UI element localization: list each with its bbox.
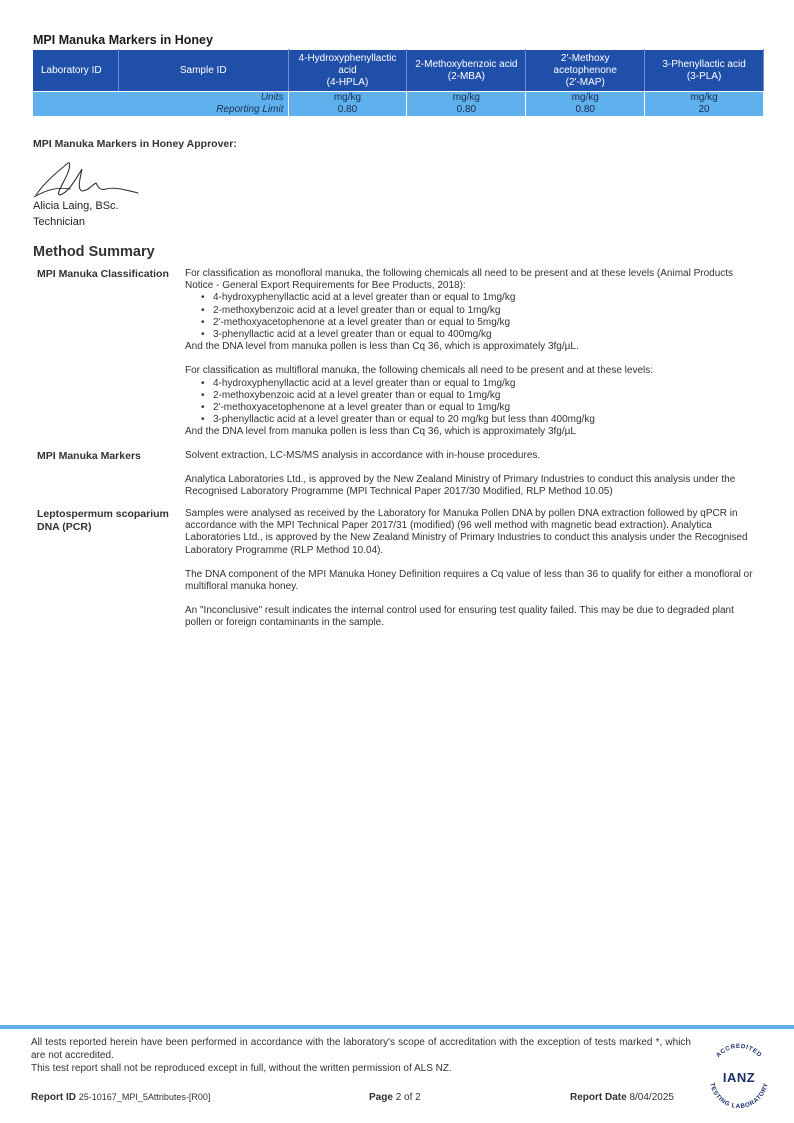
header-line: (4-HPLA) xyxy=(326,76,369,88)
header-4-hpla xyxy=(288,50,407,92)
pcr-body xyxy=(185,508,763,630)
markers-p2: Analytica Laboratories Ltd., is approved by the New Zealand Ministry of Primary Industries to conduct this analysis under the Recognised Laboratory Programme (MPI Technical Paper 2017/30 Modified, RLP Method 10.05) xyxy=(185,474,736,498)
units-cell-2-mba xyxy=(407,92,526,117)
signature-image xyxy=(30,155,145,203)
multi-dna: And the DNA level from manuka pollen is less than Cq 36, which is approximately 3fg/µL xyxy=(185,426,576,438)
reporting-limit-label: Reporting Limit xyxy=(216,104,284,115)
table-header-row xyxy=(33,50,764,92)
unit-value: mg/kg xyxy=(571,92,599,103)
reporting-limit-value: 0.80 xyxy=(337,104,358,115)
header-3-pla xyxy=(645,50,764,92)
pcr-p1: Samples were analysed as received by the Laboratory for Manuka Pollen DNA by pollen DNA extraction followed by qPCR in accordance with the MPI Technical Paper 2017/31 (modified) (96 well method with magnetic bead extraction). Analytica Laboratories Ltd., is approved by the New Zealand Ministry of Primary Industries to conduct this analysis under the Recognised Laboratory Programme (RLP Method 10.04). xyxy=(185,508,748,556)
markers-label: MPI Manuka Markers xyxy=(37,450,141,462)
report-date-label: Report Date xyxy=(570,1092,627,1103)
list-item: • 4-hydroxyphenyllactic acid at a level greater than or equal to 1mg/kg xyxy=(185,292,763,304)
pcr-p3: An "Inconclusive" result indicates the internal control used for ensuring test quality failed. This may be due to degraded plant pollen or foreign contaminants in the sample. xyxy=(185,605,734,629)
report-id-value: 25-10167_MPI_5Attributes-[R00] xyxy=(78,1092,211,1102)
svg-text:TESTING LABORATORY xyxy=(708,1082,770,1110)
units-row xyxy=(33,92,764,117)
list-item: • 2-methoxybenzoic acid at a level greater than or equal to 1mg/kg xyxy=(185,390,763,402)
svg-text:ACCREDITED xyxy=(715,1043,763,1059)
header-line: 3-Phenyllactic acid xyxy=(662,58,746,70)
reporting-limit-value: 0.80 xyxy=(575,104,595,115)
report-date-value: 8/04/2025 xyxy=(629,1092,674,1103)
footer-line1: All tests reported herein have been performed in accordance with the laboratory's scope of accreditation with the exception of tests marked *, which are not accredited. xyxy=(31,1037,691,1061)
header-line: (2-MBA) xyxy=(447,70,485,82)
unit-value: mg/kg xyxy=(452,92,480,103)
header-2-mba xyxy=(407,50,526,92)
pcr-label-line2: DNA (PCR) xyxy=(37,520,92,533)
header-line: (2'-MAP) xyxy=(565,76,605,88)
approver-role: Technician xyxy=(33,216,85,228)
ianz-accreditation-badge-icon xyxy=(704,1041,774,1111)
header-line: (3-PLA) xyxy=(686,70,722,82)
classification-label: MPI Manuka Classification xyxy=(37,268,169,280)
list-item: • 4-hydroxyphenyllactic acid at a level greater than or equal to 1mg/kg xyxy=(185,378,763,390)
list-item: • 2'-methoxyacetophenone at a level greater than or equal to 5mg/kg xyxy=(185,317,763,329)
header-line: 2'-Methoxy xyxy=(560,52,610,64)
list-item: • 2-methoxybenzoic acid at a level greater than or equal to 1mg/kg xyxy=(185,305,763,317)
unit-value: mg/kg xyxy=(690,92,718,103)
list-item: • 2'-methoxyacetophenone at a level greater than or equal to 1mg/kg xyxy=(185,402,763,414)
header-2-map xyxy=(526,50,645,92)
header-line: 2-Methoxybenzoic acid xyxy=(415,58,518,70)
badge-bottom-text: TESTING LABORATORY xyxy=(708,1082,770,1111)
mono-list xyxy=(185,292,763,341)
units-label: Units xyxy=(260,92,284,103)
header-line: acid xyxy=(338,64,357,76)
markers-p1: Solvent extraction, LC-MS/MS analysis in accordance with in-house procedures. xyxy=(185,450,541,461)
header-sample-id: Sample ID xyxy=(118,50,288,92)
method-summary-heading: Method Summary xyxy=(33,244,155,260)
footer-disclaimer xyxy=(31,1036,691,1075)
list-item: • 3-phenyllactic acid at a level greater than or equal to 400mg/kg xyxy=(185,329,763,341)
units-cell-4-hpla xyxy=(288,92,407,117)
multi-list xyxy=(185,378,763,427)
approver-name: Alicia Laing, BSc. xyxy=(33,200,119,212)
badge-logo-text: IANZ xyxy=(722,1070,756,1085)
markers-body xyxy=(185,450,763,499)
report-id xyxy=(31,1092,210,1103)
footer-line2: This test report shall not be reproduced except in full, without the written permission of ALS NZ. xyxy=(31,1063,452,1074)
approver-title: MPI Manuka Markers in Honey Approver: xyxy=(33,138,237,150)
multi-intro: For classification as multifloral manuka, the following chemicals all need to be present and at these levels: xyxy=(185,365,654,377)
mono-intro: For classification as monofloral manuka, the following chemicals all need to be present and at these levels (Animal Products Notice - General Export Requirements for Bee Products, 2018): xyxy=(185,268,734,292)
pcr-p2: The DNA component of the MPI Manuka Honey Definition requires a Cq value of less than 36 to qualify for either a monofloral or multifloral manuka honey. xyxy=(185,568,753,593)
footer-divider xyxy=(0,1025,794,1029)
units-labels-cell xyxy=(33,92,289,117)
section-title: MPI Manuka Markers in Honey xyxy=(33,33,213,47)
report-date xyxy=(570,1092,674,1103)
header-laboratory-id: Laboratory ID xyxy=(33,50,119,92)
report-id-label: Report ID xyxy=(31,1092,76,1103)
page-number xyxy=(369,1092,421,1103)
reporting-limit-value: 0.80 xyxy=(456,104,477,115)
reporting-limit-value: 20 xyxy=(698,104,710,115)
page-label: Page xyxy=(369,1092,393,1103)
markers-table xyxy=(32,49,764,117)
pcr-label-line1: Leptospermum scoparium xyxy=(37,508,169,520)
header-line: acetophenone xyxy=(553,64,617,76)
pcr-label xyxy=(37,508,169,533)
units-cell-2-map xyxy=(526,92,645,117)
list-item: • 3-phenyllactic acid at a level greater than or equal to 20 mg/kg but less than 400mg/kg xyxy=(185,414,763,426)
classification-body xyxy=(185,268,763,439)
mono-dna: And the DNA level from manuka pollen is less than Cq 36, which is approximately 3fg/µL. xyxy=(185,341,579,353)
badge-top-text: ACCREDITED xyxy=(714,1042,764,1059)
header-line: 4-Hydroxyphenyllactic xyxy=(298,52,397,64)
page-value: 2 of 2 xyxy=(395,1092,421,1103)
unit-value: mg/kg xyxy=(333,92,362,103)
units-cell-3-pla xyxy=(645,92,764,117)
